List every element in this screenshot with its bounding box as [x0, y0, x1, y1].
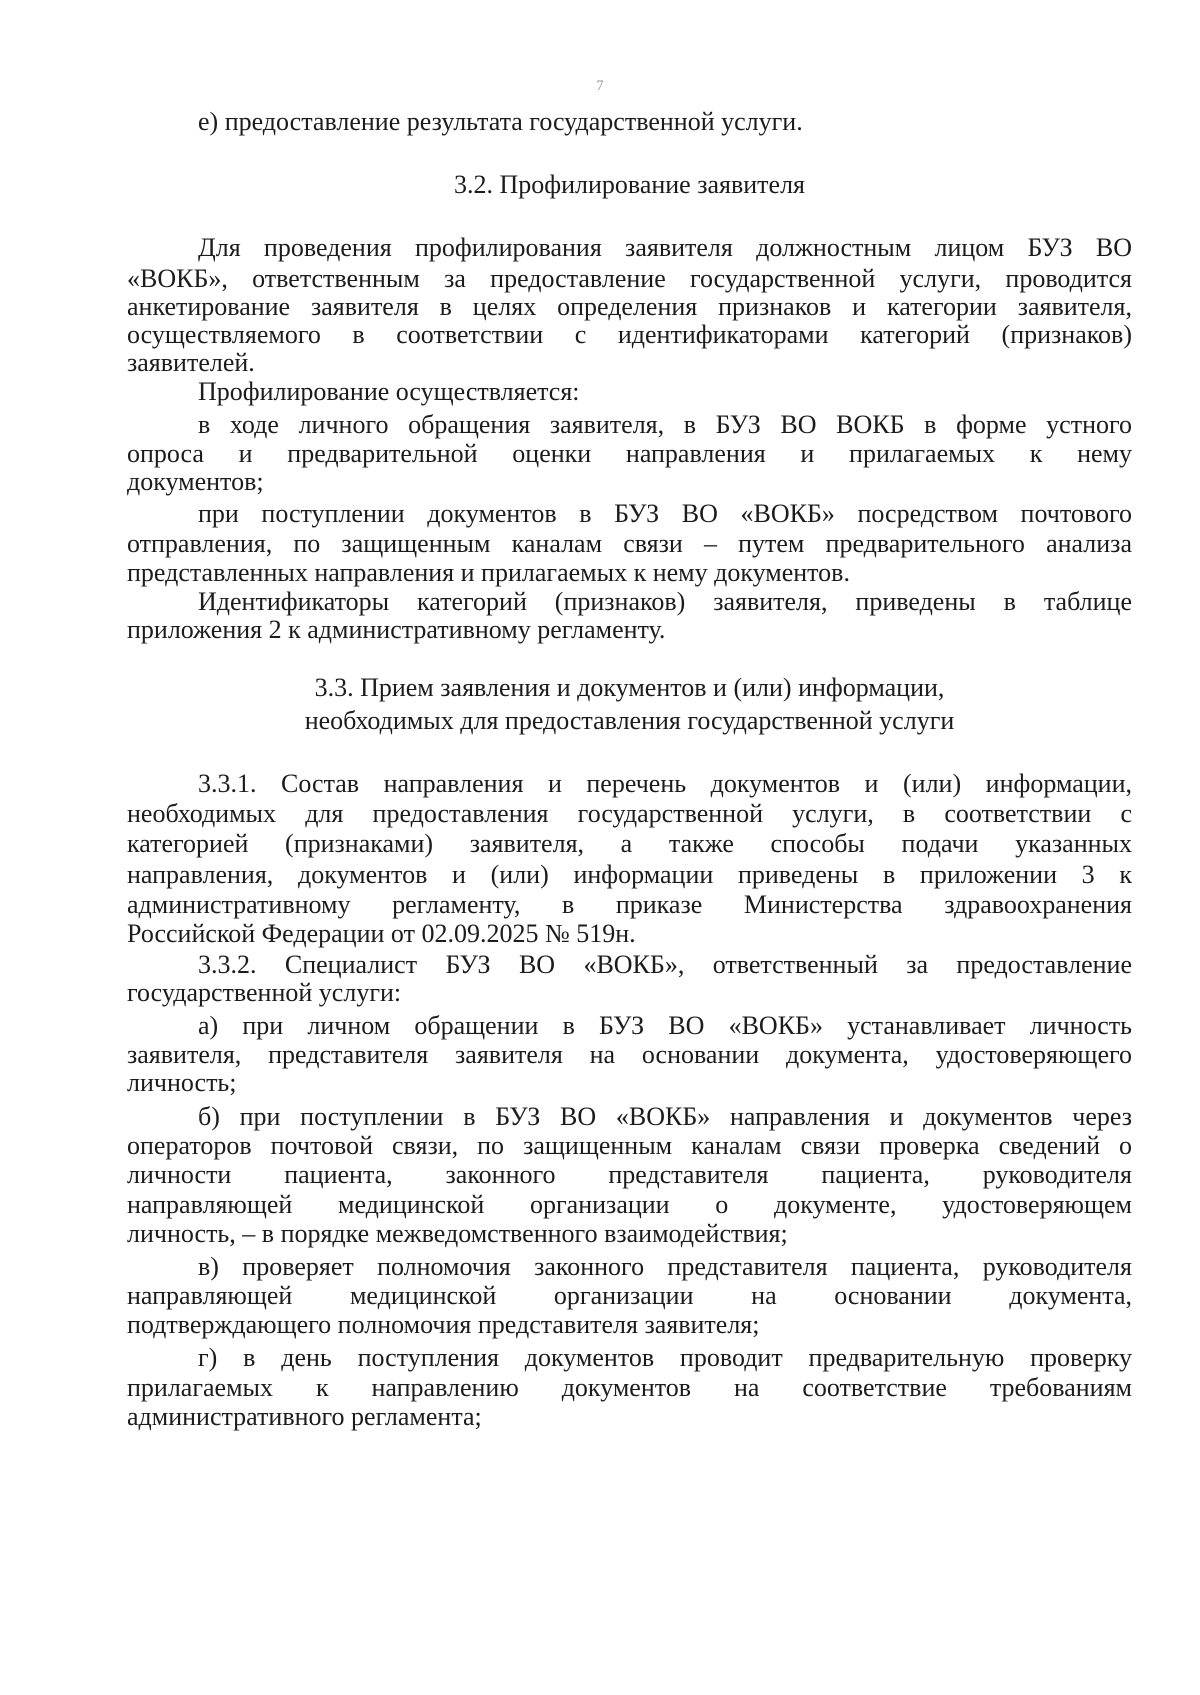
text-line: направления, документов и (или) информации приведены в приложении 3 к: [127, 860, 1132, 889]
text-line: личность, – в порядке межведомственного взаимодействия;: [127, 1219, 788, 1248]
text-line: а) при личном обращении в БУЗ ВО «ВОКБ» устанавливает личность: [198, 1011, 1132, 1040]
text-line: направляющей медицинской организации на основании документа,: [127, 1281, 1132, 1310]
text-line: административного регламента;: [127, 1402, 482, 1431]
text-line: представленных направления и прилагаемых к нему документов.: [127, 558, 850, 587]
text-line: подтверждающего полномочия представителя заявителя;: [127, 1310, 760, 1339]
text-line: при поступлении документов в БУЗ ВО «ВОКБ» посредством почтового: [198, 499, 1132, 528]
text-line: Российской Федерации от 02.09.2025 № 519н.: [127, 919, 636, 948]
text-line: б) при поступлении в БУЗ ВО «ВОКБ» направления и документов через: [198, 1102, 1132, 1131]
text-line: опроса и предварительной оценки направления и прилагаемых к нему: [127, 439, 1132, 468]
text-line: Идентификаторы категорий (признаков) заявителя, приведены в таблице: [198, 587, 1132, 616]
text-line: е) предоставление результата государственной услуги.: [198, 107, 803, 136]
text-line: в) проверяет полномочия законного представителя пациента, руководителя: [198, 1252, 1132, 1281]
text-line: документов;: [127, 467, 264, 496]
text-line: в ходе личного обращения заявителя, в БУЗ ВО ВОКБ в форме устного: [198, 410, 1132, 439]
section-heading: 3.2. Профилирование заявителя: [453, 170, 806, 199]
text-line: г) в день поступления документов проводит предварительную проверку: [198, 1343, 1132, 1372]
text-line: Профилирование осуществляется:: [198, 377, 580, 406]
page-number: 7: [596, 78, 604, 94]
text-line: анкетирование заявителя в целях определения признаков и категории заявителя,: [127, 292, 1132, 321]
text-line: приложения 2 к административному регламенту.: [127, 615, 666, 644]
text-line: заявителя, представителя заявителя на основании документа, удостоверяющего: [127, 1040, 1132, 1069]
text-line: категорией (признаками) заявителя, а также способы подачи указанных: [127, 829, 1132, 858]
text-line: 3.3.2. Специалист БУЗ ВО «ВОКБ», ответственный за предоставление: [198, 950, 1132, 979]
text-line: осуществляемого в соответствии с идентификаторами категорий (признаков): [127, 320, 1132, 349]
text-line: отправления, по защищенным каналам связи – путем предварительного анализа: [127, 529, 1132, 558]
text-line: заявителей.: [127, 348, 255, 377]
text-line: административному регламенту, в приказе Министерства здравоохранения: [127, 890, 1132, 919]
text-line: направляющей медицинской организации о документе, удостоверяющем: [127, 1190, 1132, 1219]
text-line: 3.3.1. Состав направления и перечень документов и (или) информации,: [198, 769, 1132, 798]
text-line: «ВОКБ», ответственным за предоставление государственной услуги, проводится: [127, 264, 1132, 293]
text-line: личности пациента, законного представителя пациента, руководителя: [127, 1160, 1132, 1189]
text-line: личность;: [127, 1068, 237, 1097]
text-line: прилагаемых к направлению документов на соответствие требованиям: [127, 1373, 1132, 1402]
text-line: операторов почтовой связи, по защищенным каналам связи проверка сведений о: [127, 1131, 1132, 1160]
section-heading: необходимых для предоставления государственной услуги: [304, 706, 955, 735]
text-line: Для проведения профилирования заявителя должностным лицом БУЗ ВО: [198, 233, 1132, 262]
text-line: необходимых для предоставления государственной услуги, в соответствии с: [127, 799, 1132, 828]
section-heading: 3.3. Прием заявления и документов и (или) информации,: [314, 673, 945, 702]
text-line: государственной услуги:: [127, 978, 402, 1007]
